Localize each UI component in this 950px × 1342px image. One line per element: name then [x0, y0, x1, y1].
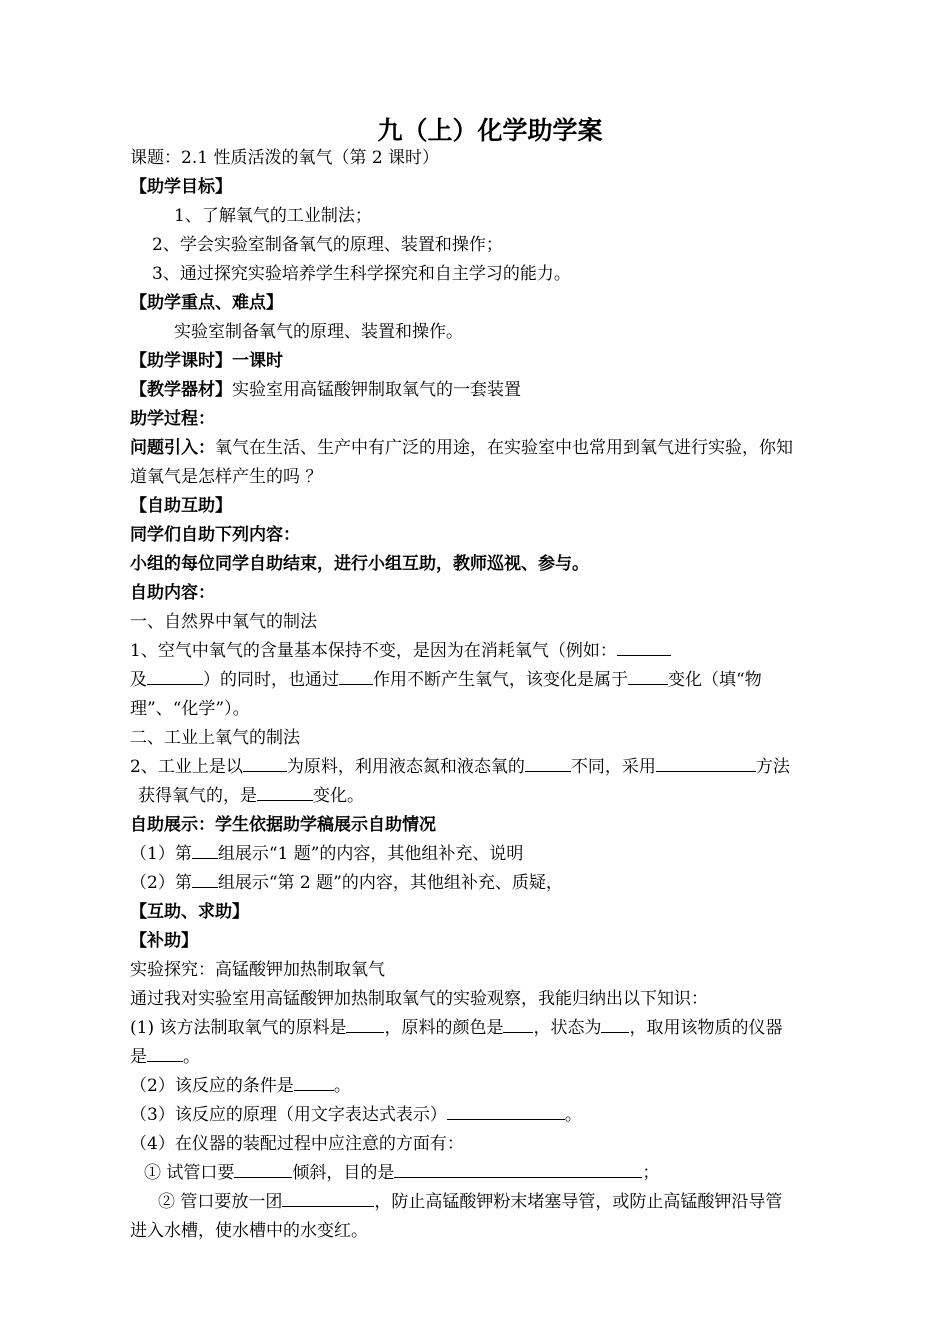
question-2-text: 获得氧气的，是: [138, 786, 257, 806]
question-2-text: 方法: [755, 757, 790, 777]
answer-blank[interactable]: [503, 1014, 533, 1033]
question-2-text: 变化。: [313, 786, 364, 806]
answer-blank[interactable]: [257, 782, 313, 801]
answer-blank[interactable]: [282, 1188, 374, 1207]
answer-blank[interactable]: [339, 666, 373, 685]
intro-label: 问题引入：: [130, 438, 215, 458]
show-text: （2）第: [130, 873, 192, 893]
question-text: (1) 该方法制取氧气的原料是: [130, 1018, 347, 1038]
self-help-heading: 【自助互助】: [130, 496, 232, 516]
materials-label: 【教学器材】: [130, 380, 232, 400]
experiment-intro: 通过我对实验室用高锰酸钾加热制取氧气的实验观察，我能归纳出以下知识：: [130, 989, 708, 1009]
mutual-help-heading: 【互助、求助】: [130, 902, 249, 922]
question-text: ② 管口要放一团: [158, 1192, 283, 1212]
lesson-hours: 【助学课时】一课时: [130, 351, 283, 371]
question-1-line: [130, 637, 850, 666]
intro-line: [130, 434, 850, 463]
section-industry-heading: 二、工业上氧气的制法: [130, 728, 300, 748]
self-help-instruction: 同学们自助下列内容：: [130, 525, 300, 545]
answer-blank[interactable]: [628, 666, 668, 685]
lesson-topic: 课题：2.1 性质活泼的氧气（第 2 课时）: [130, 148, 440, 168]
document-title: 九（上）化学助学案: [377, 116, 603, 145]
assembly-note-2: [130, 1188, 850, 1217]
goal-item: 1、了解氧气的工业制法；: [174, 206, 372, 226]
intro-text-continued: 道氧气是怎样产生的吗 ？: [130, 467, 323, 487]
question-text: ，防止高锰酸钾粉末堵塞导管，或防止高锰酸钾沿导管: [374, 1192, 783, 1212]
materials-line: [130, 376, 850, 405]
assembly-note-1: [130, 1159, 850, 1188]
section-nature-heading: 一、自然界中氧气的制法: [130, 612, 317, 632]
answer-blank[interactable]: [147, 666, 203, 685]
answer-blank[interactable]: [192, 840, 218, 859]
question-2-line: [130, 782, 850, 811]
answer-blank[interactable]: [192, 869, 218, 888]
question-1-text: 及: [130, 670, 147, 690]
answer-blank[interactable]: [394, 1159, 642, 1178]
question-1-text: 1、空气中氧气的含量基本保持不变，是因为在消耗氧气（例如：: [130, 641, 617, 661]
self-help-content-heading: 自助内容：: [130, 583, 215, 603]
answer-blank[interactable]: [234, 1159, 292, 1178]
show-item: [130, 840, 850, 869]
answer-blank[interactable]: [617, 637, 671, 656]
question-text: 。: [183, 1047, 200, 1067]
answer-blank[interactable]: [601, 1014, 629, 1033]
experiment-question-1: [130, 1043, 850, 1072]
question-2-text: 为原料，利用液态氮和液态氧的: [286, 757, 525, 777]
answer-blank[interactable]: [525, 753, 571, 772]
question-text: 。: [333, 1076, 351, 1096]
experiment-title: 实验探究：高锰酸钾加热制取氧气: [130, 960, 385, 980]
question-text: ① 试管口要: [144, 1163, 235, 1183]
answer-blank[interactable]: [346, 1014, 384, 1033]
answer-blank[interactable]: [147, 1043, 183, 1062]
assembly-note-2-continued: 进入水槽，使水槽中的水变红。: [130, 1221, 368, 1241]
show-heading: 自助展示：学生依据助学稿展示自助情况: [130, 815, 436, 835]
question-text: ，原料的颜色是: [384, 1018, 504, 1038]
question-text: ；: [642, 1163, 660, 1183]
experiment-question-3: [130, 1101, 850, 1130]
question-2-text: 不同，采用: [570, 757, 656, 777]
process-heading: 助学过程：: [130, 409, 215, 429]
question-2-line: [130, 753, 850, 782]
group-instruction: 小组的每位同学自助结束，进行小组互助，教师巡视、参与。: [130, 554, 589, 574]
supplement-heading: 【补助】: [130, 931, 198, 951]
question-2-text: 2、工业上是以: [130, 757, 243, 777]
goals-heading: 【助学目标】: [130, 177, 232, 197]
show-text: 组展示“1 题”的内容，其他组补充、说明: [217, 844, 524, 864]
question-1-line: [130, 666, 850, 695]
show-text: （1）第: [130, 844, 192, 864]
answer-blank[interactable]: [656, 753, 756, 772]
question-text: ，状态为: [533, 1018, 602, 1038]
goal-item: 3、通过探究实验培养学生科学探究和自主学习的能力。: [152, 264, 571, 284]
key-points-text: 实验室制备氧气的原理、装置和操作。: [174, 322, 463, 342]
show-item: [130, 869, 850, 898]
question-text: 倾斜，目的是: [292, 1163, 395, 1183]
answer-blank[interactable]: [294, 1072, 334, 1091]
question-text: 。: [564, 1105, 582, 1125]
answer-blank[interactable]: [243, 753, 287, 772]
question-text: （2）该反应的条件是: [130, 1076, 294, 1096]
question-1-text: 变化（填“物: [668, 670, 762, 690]
experiment-question-4: （4）在仪器的装配过程中应注意的方面有：: [130, 1134, 464, 1154]
question-1-text: ）的同时，也通过: [203, 670, 339, 690]
materials-text: 实验室用高锰酸钾制取氧气的一套装置: [232, 380, 521, 400]
key-points-heading: 【助学重点、难点】: [130, 293, 283, 313]
question-1-text: 作用不断产生氧气，该变化是属于: [373, 670, 628, 690]
document-body: [130, 112, 850, 1246]
experiment-question-2: [130, 1072, 850, 1101]
experiment-question-1: [130, 1014, 850, 1043]
question-text: ，取用该物质的仪器: [629, 1018, 783, 1038]
answer-blank[interactable]: [447, 1101, 565, 1120]
intro-text: 氧气在生活、生产中有广泛的用途，在实验室中也常用到氧气进行实验，你知: [215, 438, 793, 458]
question-1-text: 理”、“化学”）。: [130, 699, 250, 719]
goal-item: 2、学会实验室制备氧气的原理、装置和操作；: [152, 235, 503, 255]
question-text: 是: [130, 1047, 147, 1067]
show-text: 组展示“第 2 题”的内容，其他组补充、质疑，: [217, 873, 563, 893]
question-text: （3）该反应的原理（用文字表达式表示）: [130, 1105, 447, 1125]
